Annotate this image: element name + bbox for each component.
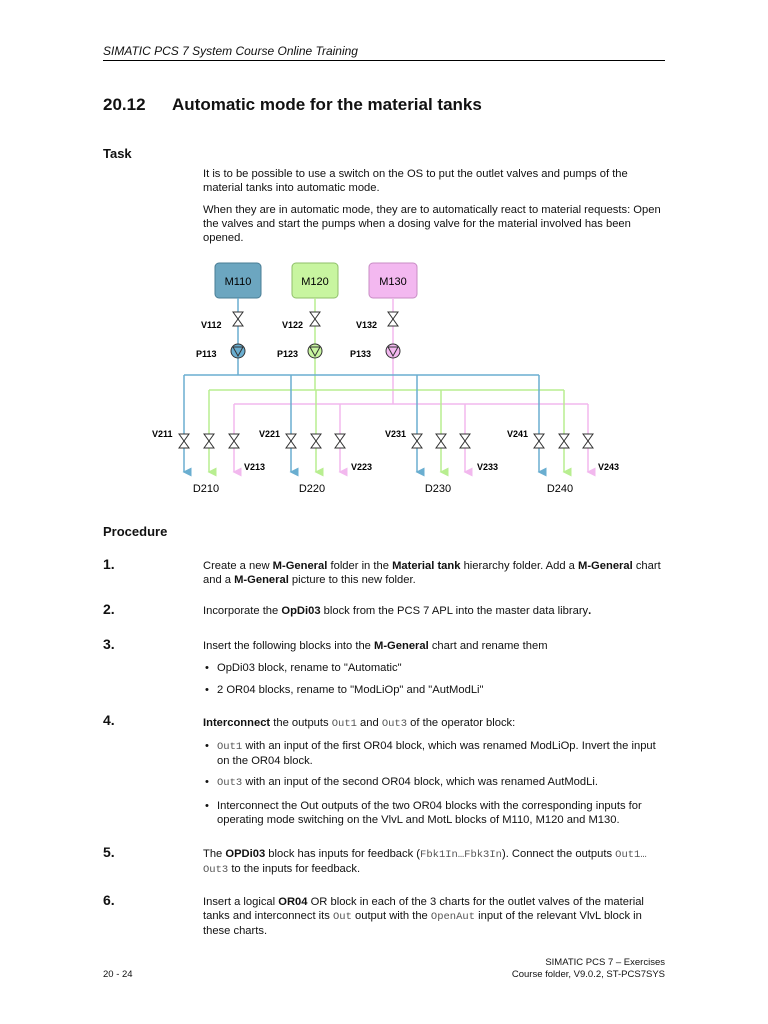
label-v221: V221 [259, 429, 281, 439]
step-3-bullet-2: • 2 OR04 blocks, rename to "ModLiOp" and "AutModLi" [203, 683, 665, 697]
header-divider [103, 60, 665, 61]
page-number: 20 - 24 [103, 969, 133, 980]
label-d240: D240 [546, 483, 574, 495]
tank-label-m120: M120 [301, 276, 329, 288]
footer-line-2: Course folder, V9.0.2, ST-PCS7SYS [511, 969, 665, 980]
label-v112: V112 [201, 320, 222, 330]
step-number-2: 2. [103, 601, 115, 617]
tank-label-m130: M130 [379, 276, 407, 288]
label-d210: D210 [192, 483, 220, 495]
step-text-5: The OPDi03 block has inputs for feedback (Fbk1In…Fbk3In). Connect the outputs Out1…Out3 to the inputs for feedback. [203, 848, 647, 876]
running-header: SIMATIC PCS 7 System Course Online Training [103, 44, 358, 58]
task-paragraph-2: When they are in automatic mode, they are to automatically react to material requests: Open the valves and start the pumps when a dosing valve for the material involved has been opened. [203, 204, 661, 244]
step-number-1: 1. [103, 556, 115, 572]
step-number-5: 5. [103, 844, 115, 860]
material-tank-diagram [140, 258, 630, 498]
step-4-bullet-3: • Interconnect the Out outputs of the two OR04 blocks with the corresponding inputs for operating mode switching on the VlvL and MotL blocks of M110, M120 and M130. [203, 799, 665, 827]
step-text-1: Create a new M-General folder in the Material tank hierarchy folder. Add a M-General chart and a M-General picture to this new folder. [203, 560, 661, 586]
label-v243: V243 [598, 462, 620, 472]
label-p123: P123 [277, 349, 299, 359]
step-number-6: 6. [103, 892, 115, 908]
step-number-3: 3. [103, 636, 115, 652]
valve-v112-icon [233, 312, 243, 326]
label-v233: V233 [477, 462, 499, 472]
label-v122: V122 [282, 320, 304, 330]
footer-line-1: SIMATIC PCS 7 – Exercises [545, 957, 665, 968]
footer-meta [512, 957, 665, 981]
procedure-heading: Procedure [103, 524, 168, 539]
label-d220: D220 [298, 483, 326, 495]
label-d230: D230 [424, 483, 452, 495]
step-text-3: Insert the following blocks into the M-General chart and rename them [203, 640, 548, 652]
label-p113: P113 [196, 349, 217, 359]
step-text-6: Insert a logical OR04 OR block in each of the 3 charts for the outlet valves of the material tanks and interconnect its Out output with the OpenAut input of the relevant VlvL block in these charts. [203, 896, 644, 937]
label-v132: V132 [356, 320, 378, 330]
step-number-4: 4. [103, 712, 115, 728]
section-number: 20.12 [103, 95, 146, 114]
step-3-bullet-1: • OpDi03 block, rename to "Automatic" [203, 661, 665, 675]
section-title: Automatic mode for the material tanks [172, 95, 482, 114]
tank-label-m110: M110 [224, 276, 252, 288]
step-4-bullet-1: • Out1 with an input of the first OR04 block, which was renamed ModLiOp. Invert the input on the OR04 block. [203, 739, 665, 768]
step-text-4: Interconnect the outputs Out1 and Out3 of the operator block: [203, 717, 516, 730]
step-4-bullet-2: • Out3 with an input of the second OR04 block, which was renamed AutModLi. [203, 775, 665, 790]
task-paragraph-1: It is to be possible to use a switch on the OS to put the outlet valves and pumps of the material tanks into automatic mode. [203, 168, 628, 194]
valve-v122-icon [310, 312, 320, 326]
label-v213: V213 [244, 462, 266, 472]
label-p133: P133 [350, 349, 372, 359]
valve-v132-icon [388, 312, 398, 326]
label-v211: V211 [152, 429, 173, 439]
label-v223: V223 [351, 462, 373, 472]
step-text-2: Incorporate the OpDi03 block from the PCS 7 APL into the master data library. [203, 605, 592, 617]
label-v231: V231 [385, 429, 407, 439]
task-heading: Task [103, 146, 132, 161]
label-v241: V241 [507, 429, 529, 439]
